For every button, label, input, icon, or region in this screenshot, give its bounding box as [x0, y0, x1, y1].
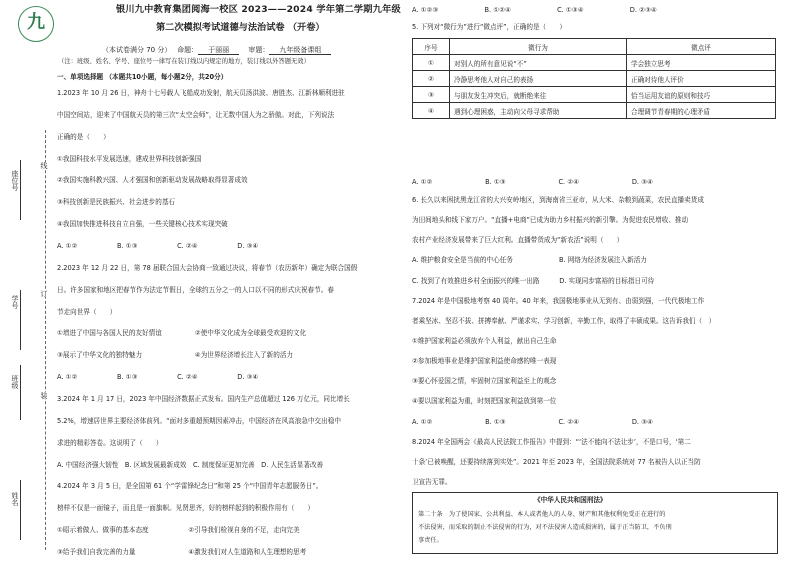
question-line: 中国空间站，迎来了中国航天员的第三次“太空会师”，让无数中国人为之骄傲。对此，下列说法	[57, 110, 335, 119]
question-line: 8.2024 年全国两会《最高人民法院工作报告》中提到：“‘法不能向不法让步’，不是口号，‘第二	[412, 437, 691, 446]
question-line: 求进的精彩答卷。这说明了（ ）	[57, 438, 163, 447]
q5-stem: 5. 下列对“微行为”进行“微点评”，正确的是（ ）	[412, 23, 566, 31]
review-name: 九年级备课组	[269, 46, 331, 55]
binding-word-bind: 装	[40, 392, 48, 399]
question-line: 7.2024 年是中国极地考察 40 周年。40 年来，我国极地事业从无到有、由弱到强，一代代极地工作	[412, 296, 705, 305]
logo-mark: 九	[27, 12, 45, 33]
question-line: ②我国实施科教兴国、人才强国和创新驱动发展战略取得显著成效	[57, 176, 248, 185]
exam-info	[102, 46, 331, 55]
notice: （注：班级、姓名、学号、座位号一律写在装订线以内规定的地方，装订线以外答题无效）	[58, 58, 310, 65]
question-line: C. 找到了有效推进乡村全面振兴的唯一出路 D. 实现同步富裕的目标指日可待	[412, 276, 655, 285]
question-line: ②参加极地事业是维护国家利益使命感的唯一表现	[412, 357, 557, 366]
question-line: A. ①② B. ①③ C. ②④ D. ③④	[57, 373, 259, 382]
table-cell: ④	[413, 103, 450, 119]
question-line: ①维护国家利益必须放弃个人利益，献出自己生命	[412, 337, 557, 345]
table-cell: 合理调节青春期的心理矛盾	[627, 103, 776, 119]
question-line: 榜样不仅是一面镜子，而且是一面旗帜。见贤思齐，好的榜样起到的积极作用有（ ）	[57, 504, 315, 513]
table-cell: 恰当运用友谊的原则和技巧	[627, 87, 776, 103]
q4-options: A. ①②③ B. ①②④ C. ①③④ D. ②③④	[412, 6, 657, 14]
question-line: 3.2024 年 1 月 17 日，2023 年中国经济数据正式发布。国内生产总值超过 126 万亿元，同比增长	[57, 395, 350, 403]
question-line: 4.2024 年 3 月 5 日，是全国第 61 个“学雷锋纪念日”和第 25 个“中国青年志愿服务日”。	[57, 482, 323, 491]
name-field[interactable]	[20, 480, 22, 540]
student-id-label: 学号	[11, 295, 19, 309]
law-line: 事责任。	[418, 537, 443, 544]
table-cell: ③	[413, 87, 450, 103]
table-header-cell: 序号	[413, 39, 450, 55]
table-cell: 遇到心理困惑，主动向父母寻求帮助	[450, 103, 627, 119]
question-line: 1.2023 年 10 月 26 日，神舟十七号载人飞船成功发射，航天员汤洪波、唐胜杰、江新林顺利进驻	[57, 89, 345, 97]
table-cell: 学会独立思考	[627, 55, 776, 71]
table-cell: 与朋友发生冲突后，就断绝来往	[450, 87, 627, 103]
class-label: 班级	[11, 375, 19, 389]
binding-dashed-line	[45, 130, 46, 550]
name-label: 姓名	[11, 492, 19, 506]
question-line: 农村产业经济发展带来了巨大红利。直播带货成为“新农活”说明（ ）	[412, 236, 624, 245]
review-label: 审题：	[248, 46, 270, 54]
seat-number-field[interactable]	[20, 160, 22, 220]
question-line: ③科技创新是民族振兴、社会进步的基石	[57, 198, 176, 207]
score-info: （本试卷满分 70 分）	[102, 46, 168, 54]
table-cell: 正确对待他人评价	[627, 71, 776, 87]
table-cell: ①	[413, 55, 450, 71]
law-line: 不法侵害，而采取的制止不法侵害的行为，对不法侵害人造成损害的，属于正当防卫，不负刑	[418, 524, 672, 531]
table-row	[413, 71, 776, 87]
binding-word-fix: 订	[40, 290, 48, 297]
student-id-field[interactable]	[20, 290, 22, 350]
question-line: ③展示了中华文化的独特魅力 ④为世界经济增长注入了新的活力	[57, 351, 294, 360]
q5-options: A. ①② B. ①③ C. ②④ D. ③④	[412, 178, 653, 186]
question-line: ④我国加快推进科技自立自强，一些关键核心技术实现突破	[57, 220, 228, 229]
author-label: 命题：	[177, 46, 199, 54]
question-line: A. 中国经济强大韧性 B. 区域发展最新成效 C. 制度保证更加完善 D. 人民生活显著改善	[57, 460, 324, 469]
exam-title-line1: 银川九中教育集团阅海一校区 2023——2024 学年第二学期九年级	[116, 4, 401, 15]
table-row	[413, 103, 776, 119]
question-line: 正确的是（ ）	[57, 132, 110, 141]
question-line: ①昭示着做人、做事的基本态度 ②引导我们检视自身的不足，走向完美	[57, 526, 300, 535]
class-field[interactable]	[20, 365, 22, 420]
question-line: 日。许多国家和地区把春节作为法定节假日，全球约五分之一的人口以不同的形式庆祝春节。春	[57, 285, 334, 294]
q5-table	[412, 38, 776, 119]
table-cell: ②	[413, 71, 450, 87]
question-line: 卫宣告无罪。	[412, 478, 452, 486]
question-line: A. ①② B. ①③ C. ②④ D. ③④	[412, 417, 653, 426]
question-line: A. 维护粮食安全是当前的中心任务 B. 网络为经济发展注入新活力	[412, 256, 647, 265]
law-title: 《中华人民共和国刑法》	[534, 496, 607, 504]
question-line: 2.2023 年 12 月 22 日，第 78 届联合国大会协商一致通过决议，将春节（农历新年）确定为联合国假	[57, 263, 358, 272]
table-header-cell: 微行为	[450, 39, 627, 55]
seat-number-label: 座位号	[11, 170, 19, 191]
binding-word-line: 线	[40, 162, 48, 169]
table-header-row	[413, 39, 776, 55]
question-line: 者乘坚冰、坚忍不拔、拼搏奉献、严谨求实、学习创新，辛勤工作，取得了丰硕成果。这告诉我们（ ）	[412, 316, 716, 325]
law-line: 第二十条 为了使国家、公共利益、本人或者他人的人身、财产和其他权利免受正在进行的	[418, 511, 666, 518]
question-line: ①我国科技水平发展迅速，建成世界科技创新强国	[57, 154, 202, 163]
table-header-cell: 微点评	[627, 39, 776, 55]
question-line: 节走向世界（ ）	[57, 307, 117, 316]
table-cell: 冷静思考他人对自己的表扬	[450, 71, 627, 87]
author-name: 于丽丽	[198, 46, 239, 55]
table-cell: 对别人的所有意见说“不”	[450, 55, 627, 71]
question-line: 为田间地头和线下家万户。“直播+电商”已成为助力乡村振兴的新引擎。为促进农民增收、推动	[412, 216, 689, 225]
question-line: ③给予我们自我完善的力量 ④激发我们对人生道路和人生理想的思考	[57, 548, 307, 556]
section-heading: 一、单项选择题 （本题共10小题，每小题2分，共20分）	[57, 73, 228, 81]
question-line: ④要以国家利益为重，时刻把国家利益放到第一位	[412, 397, 557, 406]
question-line: ①增进了中国与各国人民的友好情谊 ②使中华文化成为全球最受欢迎的文化	[57, 329, 307, 338]
question-line: 十条’已被唤醒，还要持续落到实处”。2021 年至 2023 年，全国法院系统对 77 名被告人以正当防	[412, 457, 701, 466]
question-line: 5.2%，增速居世界主要经济体前列。“面对多重超预期因素冲击，中国经济在风高浪急中交出稳中	[57, 416, 341, 425]
question-line: A. ①② B. ①③ C. ②④ D. ③④	[57, 242, 259, 250]
table-row	[413, 55, 776, 71]
table-row	[413, 87, 776, 103]
question-line: ③要心怀爱国之情，牢固树立国家利益至上的观念	[412, 377, 557, 386]
exam-title-line2: 第二次模拟考试道德与法治试卷 （开卷）	[156, 22, 325, 33]
school-logo	[18, 6, 54, 42]
question-line: 6. 长久以来困扰黑龙江省的大兴安岭地区，到海南省三亚市，从大米、杂粮到蔬菜，农民直播卖货成	[412, 196, 704, 204]
